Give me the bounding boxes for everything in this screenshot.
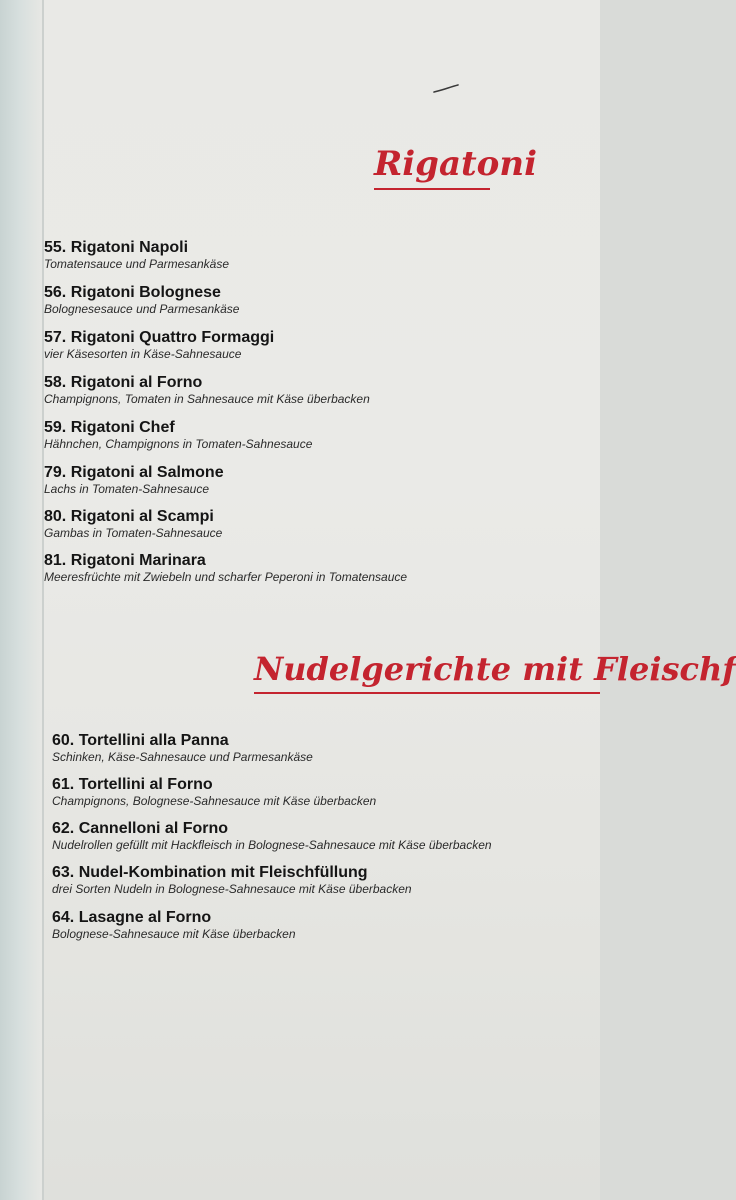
- ink-smudge: [432, 84, 460, 94]
- menu-item: [44, 284, 407, 329]
- dish-name: 62. Cannelloni al Forno: [52, 820, 229, 837]
- dish-name: 55. Rigatoni Napoli: [44, 239, 189, 256]
- menu-item: [44, 329, 407, 374]
- dish-description: vier Käsesorten in Käse-Sahnesauce: [44, 347, 242, 361]
- dish-name: 58. Rigatoni al Forno: [44, 374, 203, 391]
- dish-description: Lachs in Tomaten-Sahnesauce: [44, 482, 209, 496]
- dish-description: Bolognesesauce und Parmesankäse: [44, 302, 240, 316]
- menu-item: [44, 239, 407, 284]
- menu-item: [52, 776, 492, 820]
- dish-name: 60. Tortellini alla Panna: [52, 732, 229, 749]
- dish-name: 61. Tortellini al Forno: [52, 776, 213, 793]
- dish-name: 64. Lasagne al Forno: [52, 909, 212, 926]
- dish-description: Nudelrollen gefüllt mit Hackfleisch in Bolognese-Sahnesauce mit Käse überbacken: [52, 838, 492, 852]
- menu-item: [44, 508, 407, 552]
- dish-name: 59. Rigatoni Chef: [44, 419, 175, 436]
- dish-name: 81. Rigatoni Marinara: [44, 552, 206, 569]
- rigatoni-dish-list: [44, 239, 407, 597]
- dish-name: 56. Rigatoni Bolognese: [44, 284, 221, 301]
- dish-description: drei Sorten Nudeln in Bolognese-Sahnesauce mit Käse überbacken: [52, 882, 412, 896]
- menu-item: [52, 909, 492, 953]
- dish-description: Meeresfrüchte mit Zwiebeln und scharfer Peperoni in Tomatensauce: [44, 570, 408, 584]
- menu-item: [52, 820, 492, 864]
- dish-description: Tomatensauce und Parmesankäse: [44, 257, 230, 271]
- section-title-nudelgerichte: Nudelgerichte mit Fleischf: [254, 650, 736, 688]
- dish-description: Hähnchen, Champignons in Tomaten-Sahnesauce: [44, 437, 313, 451]
- nudelgerichte-dish-list: [52, 732, 492, 953]
- dish-description: Bolognese-Sahnesauce mit Käse überbacken: [52, 927, 296, 941]
- menu-item: [52, 732, 492, 776]
- section-title-underline: [374, 188, 490, 190]
- menu-item: [44, 374, 407, 419]
- section-title-rigatoni: Rigatoni: [374, 144, 537, 184]
- dish-name: 79. Rigatoni al Salmone: [44, 464, 224, 481]
- menu-item: [44, 552, 407, 597]
- menu-item: [44, 419, 407, 464]
- menu-item: [52, 864, 492, 909]
- dish-name: 80. Rigatoni al Scampi: [44, 508, 214, 525]
- dish-name: 63. Nudel-Kombination mit Fleischfüllung: [52, 864, 368, 881]
- dish-name: 57. Rigatoni Quattro Formaggi: [44, 329, 275, 346]
- page-edge-strip: [0, 0, 44, 1200]
- dish-description: Champignons, Bolognese-Sahnesauce mit Käse überbacken: [52, 794, 377, 808]
- page-fold-line: [42, 0, 44, 1200]
- menu-item: [44, 464, 407, 508]
- dish-description: Schinken, Käse-Sahnesauce und Parmesankäse: [52, 750, 313, 764]
- section-title-underline: [254, 692, 600, 694]
- dish-description: Gambas in Tomaten-Sahnesauce: [44, 526, 223, 540]
- dish-description: Champignons, Tomaten in Sahnesauce mit Käse überbacken: [44, 392, 370, 406]
